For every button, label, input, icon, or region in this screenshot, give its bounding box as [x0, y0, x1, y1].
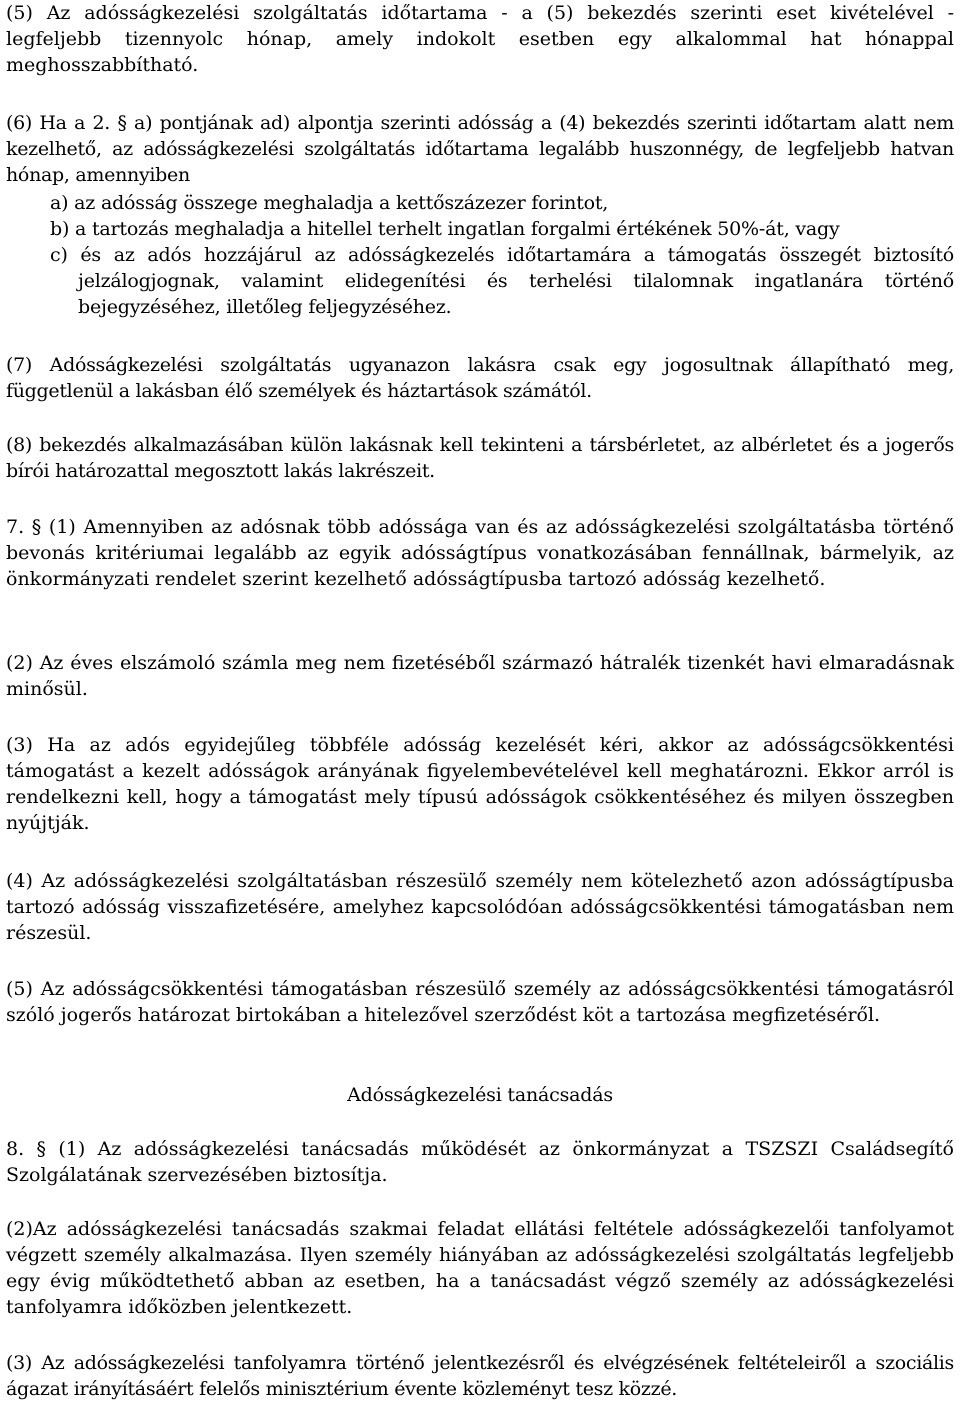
paragraph-7-1: 7. § (1) Amennyiben az adósnak több adóssága van és az adósságkezelési szolgáltatásba történő bevonás kritériumai legalább az egyik adósságtípus vonatkozásában fennállnak, bármelyik, az önkormányzati rendelet szerint kezelhető adósságtípusba tartozó adósság kezelhető.: [6, 516, 954, 590]
paragraph-6-5: (5) Az adósságkezelési szolgáltatás időtartama - a (5) bekezdés szerinti eset kivételével - legfeljebb tizennyolc hónap, amely indokolt esetben egy alkalommal hat hónappal meghosszabbítható.: [6, 2, 954, 76]
section-heading: Adósságkezelési tanácsadás: [347, 1084, 613, 1106]
list-item-6-6-b: b) a tartozás meghaladja a hitellel terhelt ingatlan forgalmi értékének 50%-át, vagy: [50, 218, 840, 240]
paragraph-8-1: 8. § (1) Az adósságkezelési tanácsadás működését az önkormányzat a TSZSZI Családsegítő Szolgálatának szervezésében biztosítja.: [6, 1138, 954, 1186]
list-item-6-6-c: c) és az adós hozzájárul az adósságkezelés időtartamára a támogatás összegét biztosító jelzálogjognak, valamint elidegenítési és terhelési tilalomnak ingatlanára történő bejegyzéséhez, illetőleg feljegyzéséhez.: [50, 244, 954, 318]
paragraph-7-5: (5) Az adósságcsökkentési támogatásban részesülő személy az adósságcsökkentési támogatásról szóló jogerős határozat birtokában a hitelezővel szerződést köt a tartozása megfizetéséről.: [6, 978, 954, 1026]
paragraph-8-2: (2)Az adósságkezelési tanácsadás szakmai feladat ellátási feltétele adósságkezelői tanfolyamot végzett személy alkalmazása. Ilyen személy hiányában az adósságkezelési szolgáltatás legfeljebb egy évig működtethető abban az esetben, ha a tanácsadást végző személy az adósságkezelési tanfolyamra időközben jelentkezett.: [6, 1218, 954, 1318]
list-item-6-6-a: a) az adósság összege meghaladja a kettőszázezer forintot,: [50, 192, 609, 214]
paragraph-8-3: (3) Az adósságkezelési tanfolyamra történő jelentkezésről és elvégzésének feltételeiről a szociális ágazat irányításáért felelős minisztérium évente közleményt tesz közzé.: [6, 1352, 954, 1400]
paragraph-7-3: (3) Ha az adós egyidejűleg többféle adósság kezelését kéri, akkor az adósságcsökkentési támogatást a kezelt adósságok arányának figyelembevételével kell meghatározni. Ekkor arról is rendelkezni kell, hogy a támogatást mely típusú adósságok csökkentéséhez és milyen összegben nyújtják.: [6, 734, 954, 834]
paragraph-6-7: (7) Adósságkezelési szolgáltatás ugyanazon lakásra csak egy jogosultnak állapítható meg, függetlenül a lakásban élő személyek és háztartások számától.: [6, 354, 954, 402]
paragraph-7-4: (4) Az adósságkezelési szolgáltatásban részesülő személy nem kötelezhető azon adósságtípusba tartozó adósság visszafizetésére, amelyhez kapcsolódóan adósságcsökkentési támogatásban nem részesül.: [6, 870, 954, 944]
paragraph-6-8: (8) bekezdés alkalmazásában külön lakásnak kell tekinteni a társbérletet, az albérletet és a jogerős bírói határozattal megosztott lakás lakrészeit.: [6, 434, 954, 482]
paragraph-7-2: (2) Az éves elszámoló számla meg nem fizetéséből származó hátralék tizenkét havi elmaradásnak minősül.: [6, 652, 954, 700]
paragraph-6-6: (6) Ha a 2. § a) pontjának ad) alpontja szerinti adósság a (4) bekezdés szerinti időtartam alatt nem kezelhető, az adósságkezelési szolgáltatás időtartama legalább huszonnégy, de legfeljebb hatvan hónap, amennyiben: [6, 112, 954, 186]
